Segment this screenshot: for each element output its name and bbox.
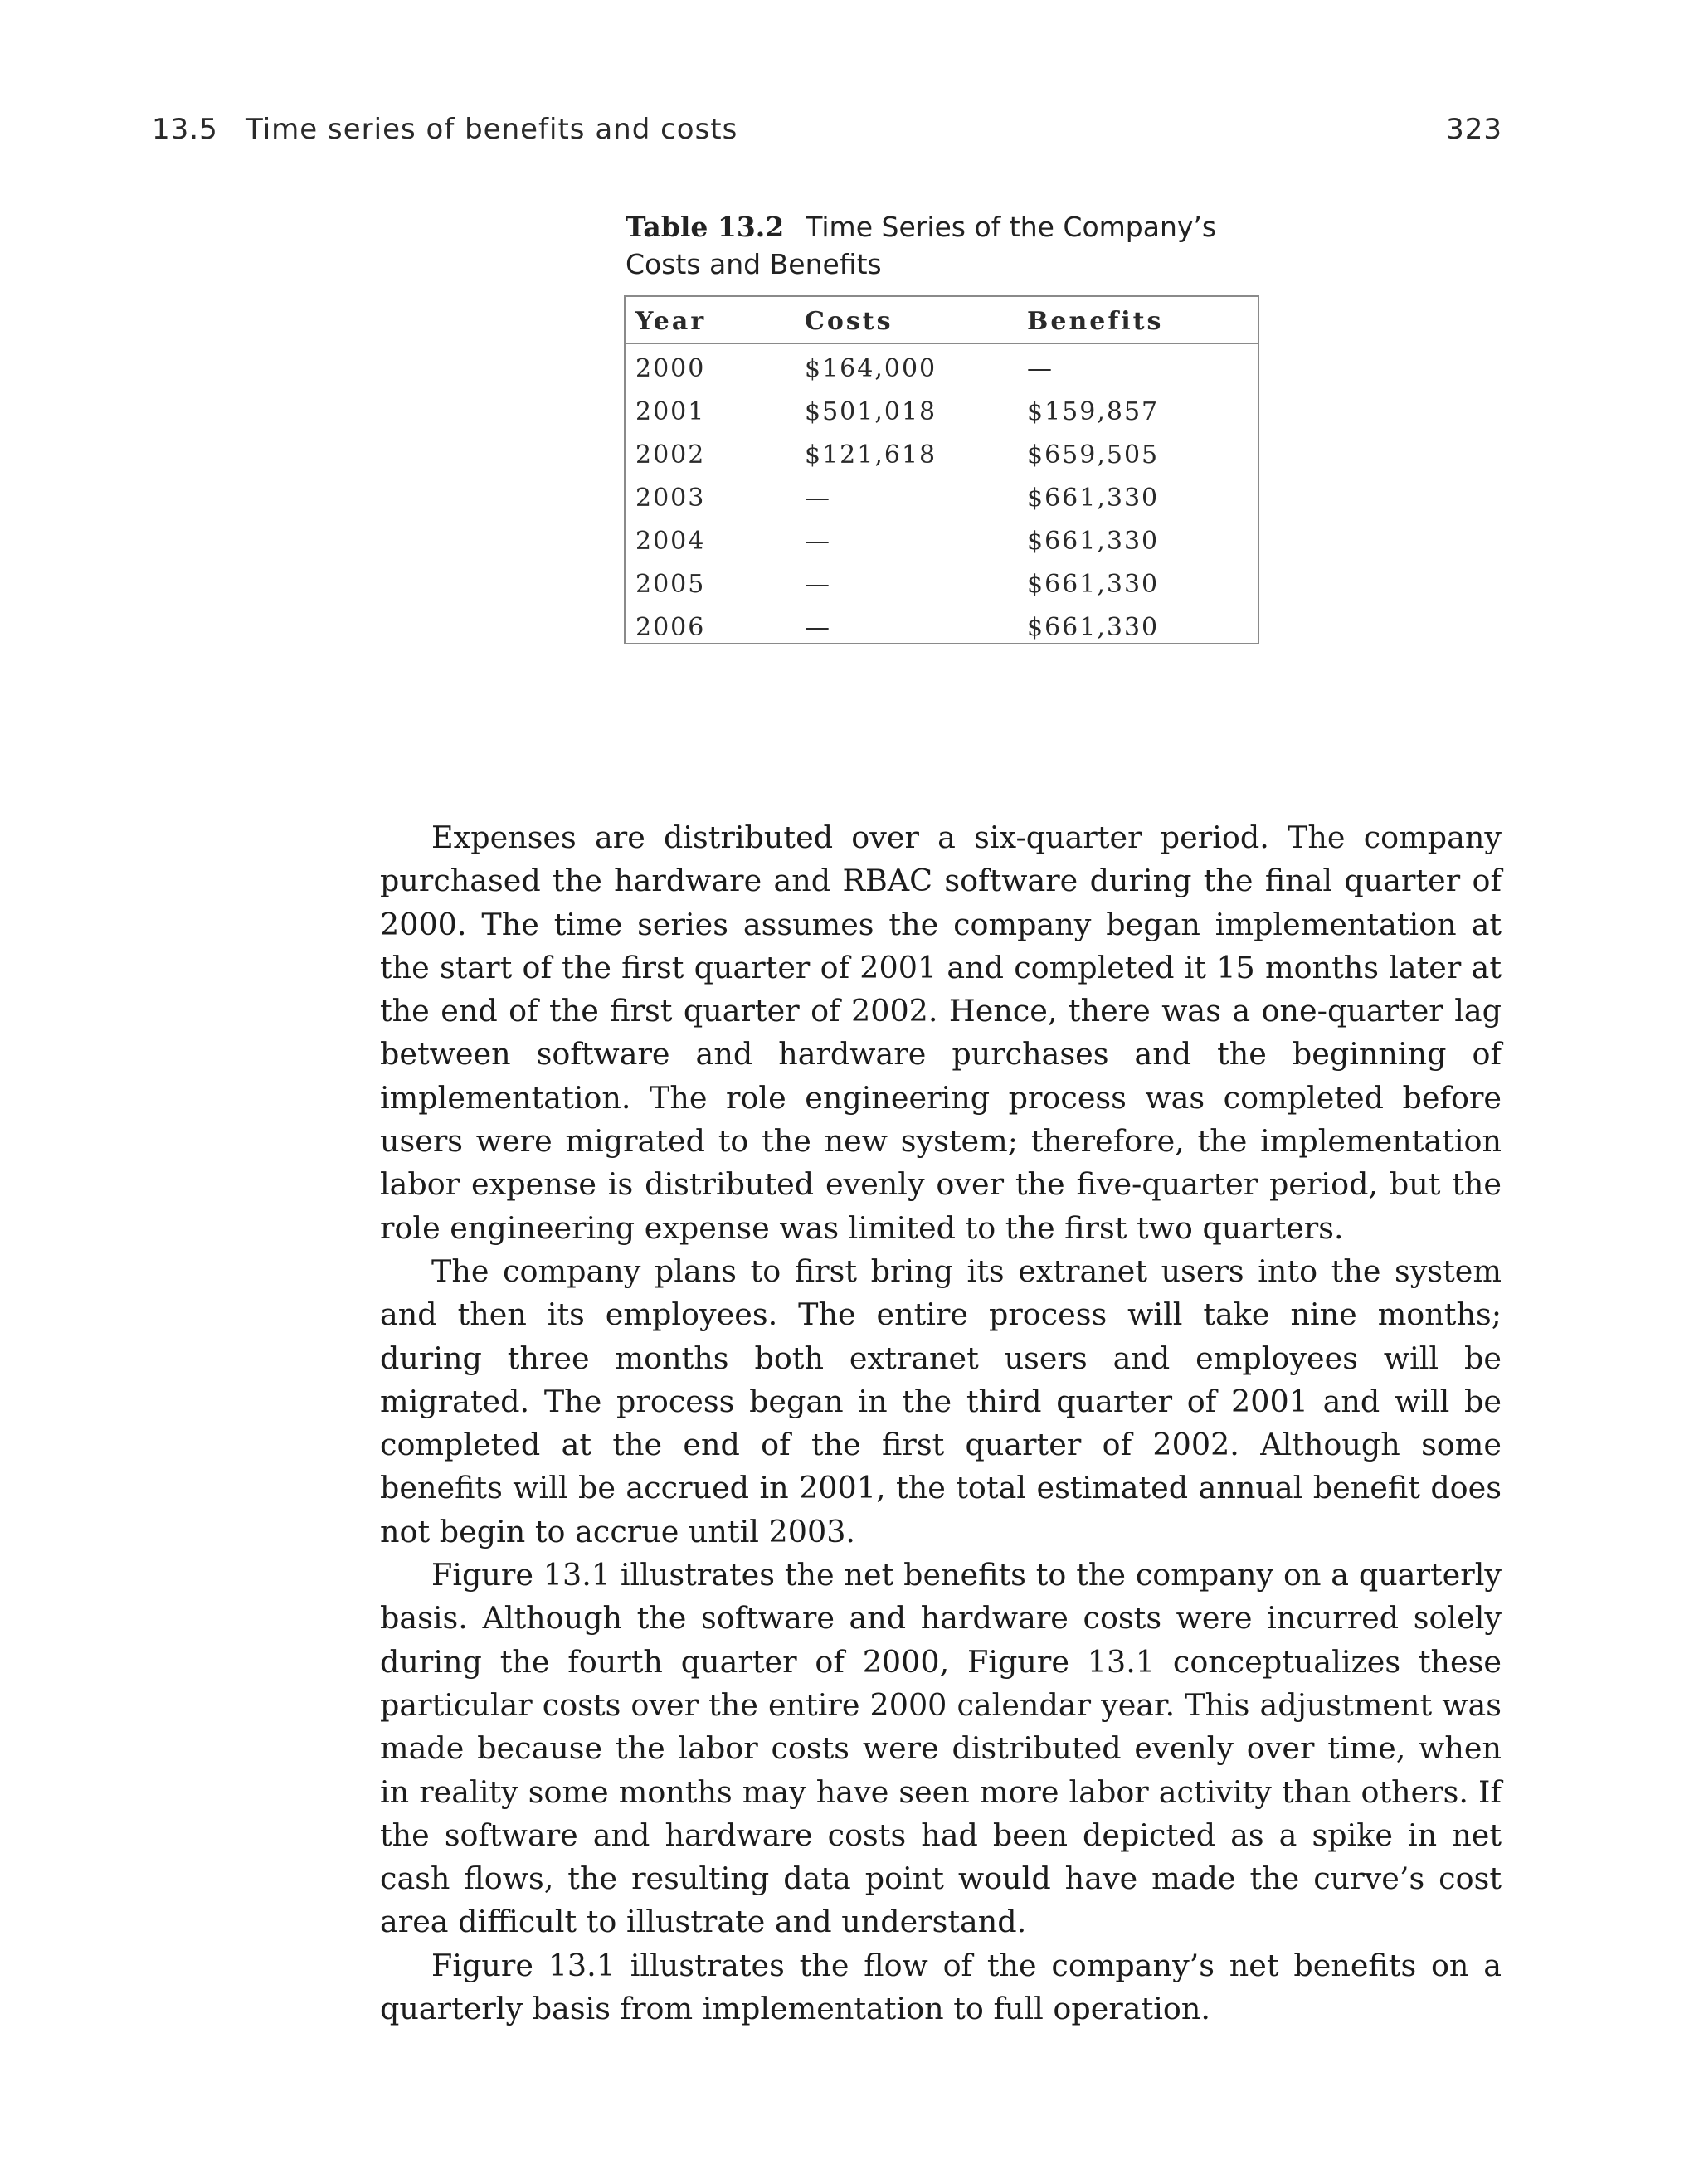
paragraph: Figure 13.1 illustrates the net benefits to the company on a quarterly basis. Although the software and hardware costs were incurred solely during the fourth quarter of 2000, Figure 13.1 conceptualizes these particular costs over the entire 2000 calendar year. This adjustment was made because the labor costs were distributed evenly over time, when in reality some months may have seen more labor activity than others. If the software and hardware costs had been depicted as a spike in net cash flows, the resulting data point would have made the curve’s cost area difficult to illustrate and understand. xyxy=(380,1557,1502,1940)
cell-benefits: $661,330 xyxy=(1027,484,1160,513)
cell-costs: — xyxy=(805,613,831,642)
table-row xyxy=(626,603,1258,646)
cell-year: 2004 xyxy=(635,527,706,556)
cell-benefits: — xyxy=(1027,354,1054,383)
section-number: 13.5 xyxy=(152,113,218,146)
header-costs: Costs xyxy=(805,307,893,336)
costs-benefits-table xyxy=(624,295,1259,644)
cell-year: 2003 xyxy=(635,484,706,513)
table-caption-label: Table 13.2 xyxy=(626,211,785,243)
body-text xyxy=(380,816,1502,2031)
paragraph: Expenses are distributed over a six-quarter period. The company purchased the hardware and RBAC software during the final quarter of 2000. The time series assumes the company began implementation at the start of the first quarter of 2001 and completed it 15 months later at the end of the first quarter of 2002. Hence, there was a one-quarter lag between software and hardware purchases and the beginning of implementation. The role engineering process was completed before users were migrated to the new system; therefore, the implementation labor expense is distributed evenly over the five-quarter period, but the role engineering expense was limited to the first two quarters. xyxy=(380,820,1502,1246)
table-caption-line2: Costs and Benefits xyxy=(626,248,882,280)
running-head xyxy=(152,113,1502,159)
header-benefits: Benefits xyxy=(1027,307,1164,336)
section-title: Time series of benefits and costs xyxy=(246,113,738,146)
cell-benefits: $661,330 xyxy=(1027,613,1160,642)
paragraph: The company plans to first bring its extranet users into the system and then its employees. The entire process will take nine months; during three months both extranet users and employees will be migrated. The process began in the third quarter of 2001 and will be completed at the end of the first quarter of 2002. Although some benefits will be accrued in 2001, the total estimated annual benefit does not begin to accrue until 2003. xyxy=(380,1253,1502,1549)
table-header-row xyxy=(626,297,1258,344)
cell-costs: $121,618 xyxy=(805,440,937,469)
paragraph: Figure 13.1 illustrates the flow of the company’s net benefits on a quarterly basis from implementation to full operation. xyxy=(380,1947,1502,2027)
cell-benefits: $661,330 xyxy=(1027,570,1160,599)
table-row xyxy=(626,430,1258,474)
page-number: 323 xyxy=(1446,113,1502,146)
cell-year: 2000 xyxy=(635,354,706,383)
table-row xyxy=(626,387,1258,430)
cell-costs: — xyxy=(805,570,831,599)
cell-costs: $501,018 xyxy=(805,397,937,426)
cell-year: 2002 xyxy=(635,440,706,469)
table-row xyxy=(626,560,1258,603)
table-row xyxy=(626,344,1258,387)
cell-costs: — xyxy=(805,484,831,513)
header-year: Year xyxy=(635,307,707,336)
table-row xyxy=(626,517,1258,560)
table-caption-line1: Time Series of the Company’s xyxy=(806,211,1217,243)
cell-costs: — xyxy=(805,527,831,556)
cell-costs: $164,000 xyxy=(805,354,937,383)
table-row xyxy=(626,474,1258,517)
cell-year: 2006 xyxy=(635,613,706,642)
table-caption xyxy=(626,208,1256,283)
cell-benefits: $659,505 xyxy=(1027,440,1160,469)
cell-year: 2001 xyxy=(635,397,706,426)
cell-benefits: $159,857 xyxy=(1027,397,1160,426)
cell-year: 2005 xyxy=(635,570,706,599)
cell-benefits: $661,330 xyxy=(1027,527,1160,556)
